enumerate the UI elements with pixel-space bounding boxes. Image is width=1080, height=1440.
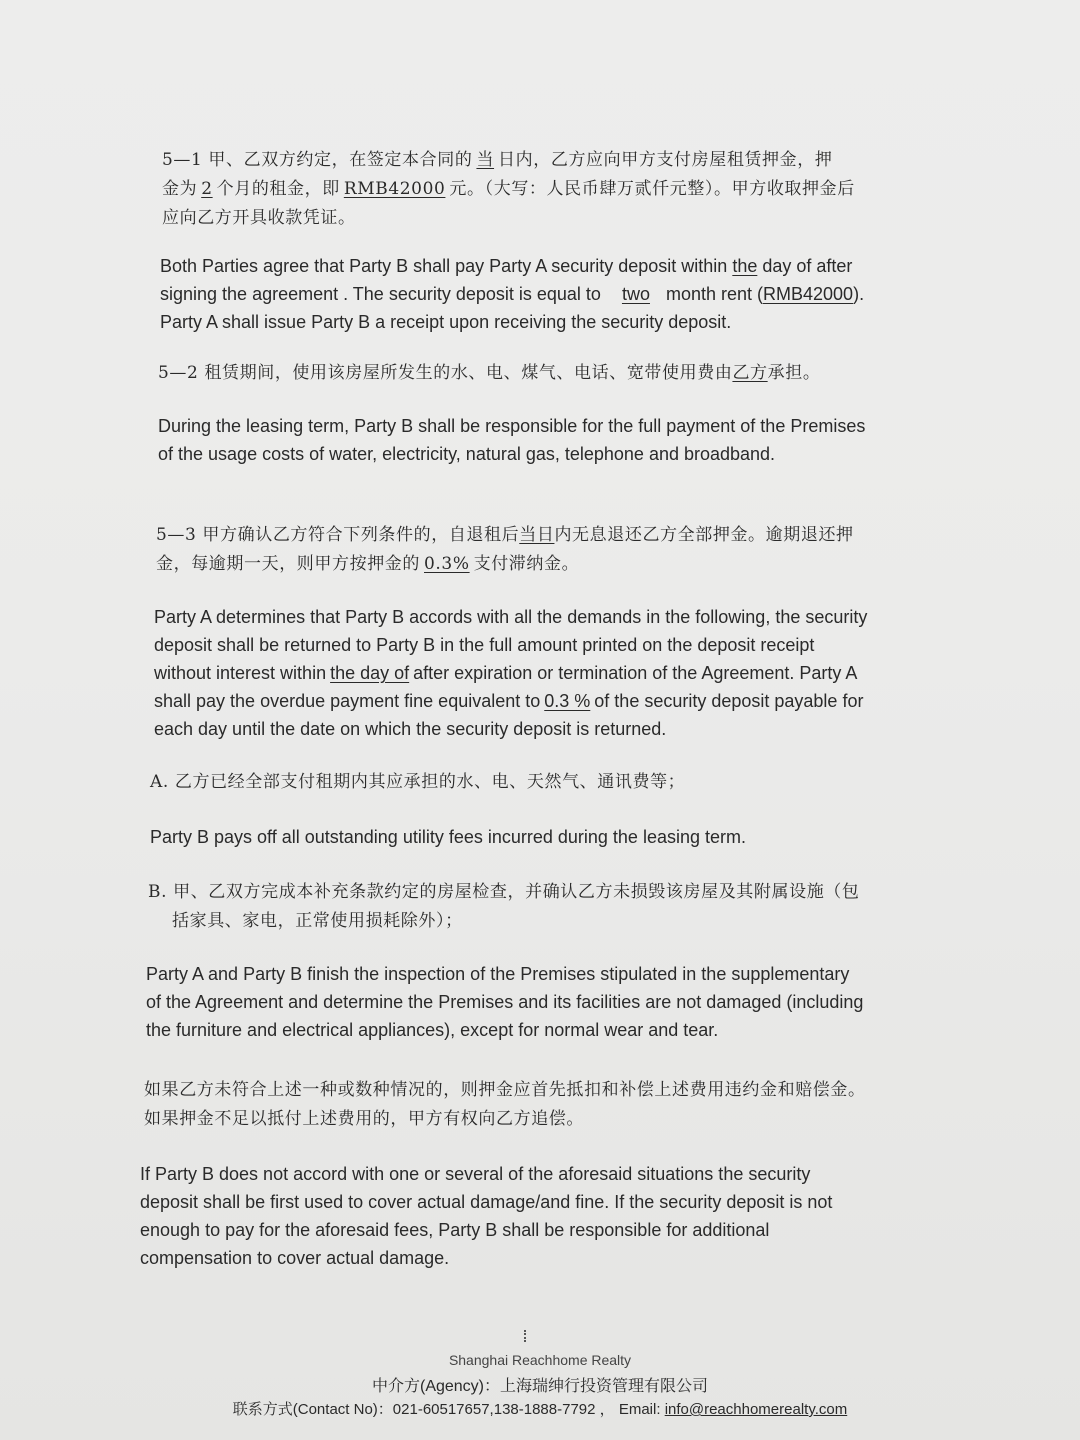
condition-b-en [146,960,926,1044]
filled-blank: two [621,284,650,304]
text: each day until the date on which the security deposit is returned. [154,719,667,739]
non-compliance-en [140,1160,920,1272]
text: A. 乙方已经全部支付租期内其应承担的水、电、天然气、通讯费等； [150,772,686,792]
text: 5—1 甲、乙双方约定，在签定本合同的 [162,150,473,170]
text: the furniture and electrical appliances), except for normal wear and tear. [146,1020,719,1040]
text: enough to pay for the aforesaid fees, Party B shall be responsible for additional [140,1220,770,1240]
text: Party A shall issue Party B a receipt upon receiving the security deposit. [160,312,732,332]
text: month rent ( [665,284,764,304]
clause-5-3-en [154,603,934,743]
text: During the leasing term, Party B shall be responsible for the full payment of the Premises [158,416,866,436]
text: 日内，乙方应向甲方支付房屋租赁押金，押 [498,150,833,170]
text: 内无息退还乙方全部押金。逾期退还押 [554,525,854,545]
text: after expiration or termination of the Agreement. Party A [413,663,858,683]
clause-5-1-zh [162,146,942,233]
contact-numbers: 联系方式(Contact No)：021-60517657,138-1888-7792 ， [232,1401,615,1418]
text: 金为 [162,179,198,199]
condition-a-zh [150,768,930,797]
dot-mark [524,1330,529,1342]
text: without interest within [154,663,327,683]
filled-blank: RMB42000 [763,284,854,304]
filled-blank: RMB42000 [343,179,446,199]
filled-blank: 0.3% [424,554,470,574]
footer-agency: 中介方(Agency)：上海瑞绅行投资管理有限公司 [371,1378,709,1395]
text: 括家具、家电，正常使用损耗除外）； [172,911,463,931]
text: If Party B does not accord with one or several of the aforesaid situations the security [140,1164,811,1184]
clause-5-1-en [160,252,940,336]
text: ). [853,284,865,304]
footer-company: Shanghai Reachhome Realty [448,1352,632,1368]
filled-blank: 当日 [519,525,555,545]
text: of the security deposit payable for [594,691,864,711]
text: 应向乙方开具收款凭证。 [162,208,356,228]
filled-blank: 乙方 [732,363,768,383]
clause-5-2-en [158,412,938,468]
text: deposit shall be first used to cover actual damage/and fine. If the security deposit is not [140,1192,833,1212]
text: 如果乙方未符合上述一种或数种情况的，则押金应首先抵扣和补偿上述费用违约金和赔偿金。 [144,1080,866,1100]
filled-blank: the [732,256,758,276]
text: of the usage costs of water, electricity, natural gas, telephone and broadband. [158,444,776,464]
text: of the Agreement and determine the Premises and its facilities are not damaged (including [146,992,864,1012]
text: 5—2 租赁期间，使用该房屋所发生的水、电、煤气、电话、宽带使用费由 [158,363,733,383]
clause-5-3-zh [156,521,936,579]
text: 5—3 甲方确认乙方符合下列条件的，自退租后 [156,525,520,545]
filled-blank: the day of [330,663,410,683]
filled-blank: 0.3 % [544,691,591,711]
condition-a-en [150,823,930,851]
text: Party B pays off all outstanding utility fees incurred during the leasing term. [150,827,746,847]
footer-contact [0,1398,1080,1419]
text: deposit shall be returned to Party B in the full amount printed on the deposit receipt [154,635,815,655]
text: 支付滞纳金。 [473,554,580,574]
condition-b-zh [148,878,928,936]
text: 承担。 [767,363,821,383]
text: 个月的租金，即 [216,179,340,199]
filled-blank: 当 [476,150,495,170]
text: 元。（大写：人民币肆万贰仟元整）。甲方收取押金后 [449,179,855,199]
text: 如果押金不足以抵付上述费用的，甲方有权向乙方追偿。 [144,1109,584,1129]
text: Party A and Party B finish the inspection of the Premises stipulated in the supplementary [146,964,850,984]
text: shall pay the overdue payment fine equivalent to [154,691,541,711]
text: signing the agreement . The security deposit is equal to [160,284,601,304]
text: Both Parties agree that Party B shall pay Party A security deposit within [160,256,728,276]
text: Party A determines that Party B accords with all the demands in the following, the security [154,607,868,627]
email-link[interactable]: info@reachhomerealty.com [664,1401,848,1418]
text: 金，每逾期一天，则甲方按押金的 [156,554,420,574]
text: compensation to cover actual damage. [140,1248,450,1268]
text: B. 甲、乙双方完成本补充条款约定的房屋检查，并确认乙方未损毁该房屋及其附属设施（包 [148,882,860,902]
clause-5-2-zh [158,359,938,388]
text: day of after [762,256,853,276]
non-compliance-zh [144,1076,924,1134]
filled-blank: 2 [201,179,213,199]
email-label: Email: [618,1401,661,1418]
